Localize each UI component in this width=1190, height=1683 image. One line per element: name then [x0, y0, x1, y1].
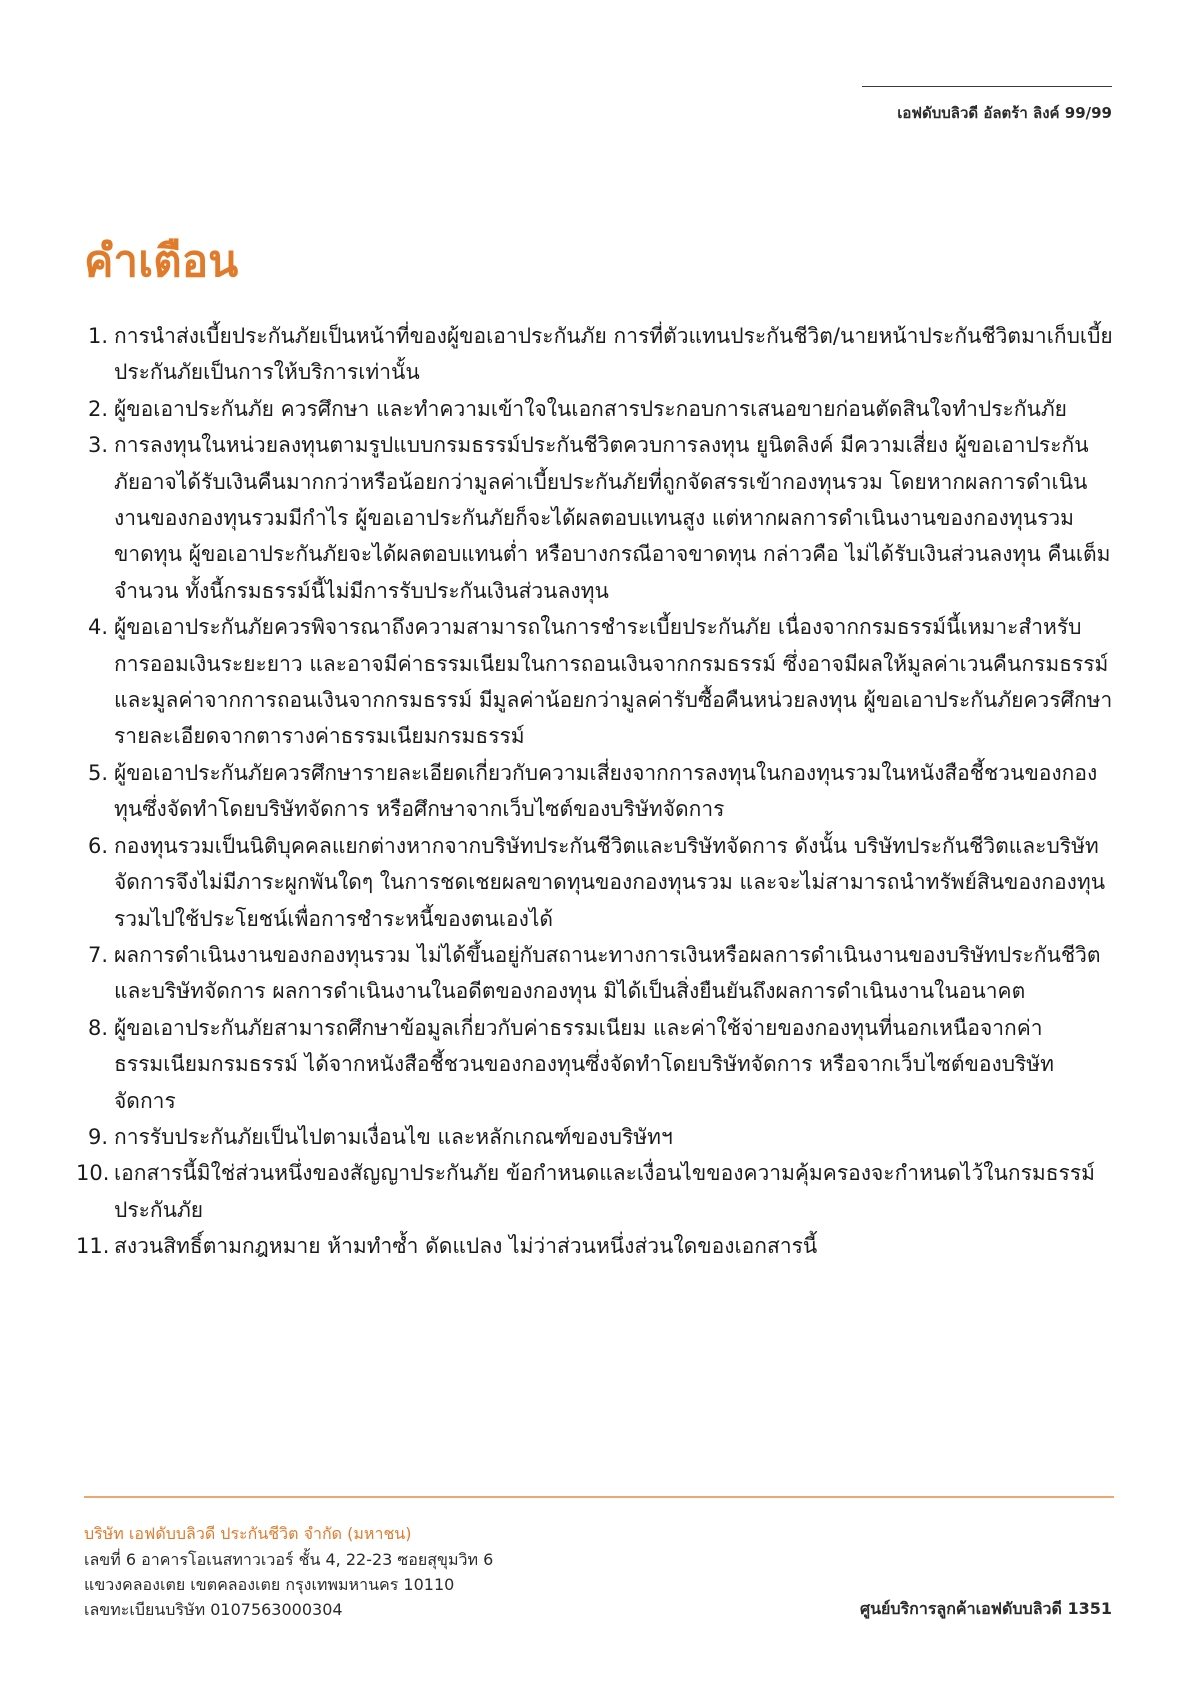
warning-item [84, 937, 1114, 1010]
warning-number: 10. [76, 1161, 110, 1186]
warning-number: 2. [87, 396, 108, 421]
warning-number: 5. [87, 760, 108, 785]
warning-text: สงวนสิทธิ์ตามกฎหมาย ห้ามทำซ้ำ ดัดแปลง ไม่ว่าส่วนหนึ่งส่วนใดของเอกสารนี้ [114, 1234, 818, 1259]
address-line: แขวงคลองเตย เขตคลองเตย กรุงเทพมหานคร 10110 [84, 1575, 455, 1594]
warning-text: การลงทุนในหน่วยลงทุนตามรูปแบบกรมธรรม์ประกันชีวิตควบการลงทุน ยูนิตลิงค์ มีความเสี่ยง ผู้ขอเอาประกันภัยอาจได้รับเงินคืนมากกว่าหรือน้อยกว่ามูลค่าเบี้ยประกันภัยที่ถูกจัดสรรเข้ากองทุนรวม โดยหากผลการดำเนินงานของกองทุนรวมมีกำไร ผู้ขอเอาประกันภัยก็จะได้ผลตอบแทนสูง แต่หากผลการดำเนินงานของกองทุนรวมขาดทุน ผู้ขอเอาประกันภัยจะได้ผลตอบแทนต่ำ หรือบางกรณีอาจขาดทุน กล่าวคือ ไม่ได้รับเงินส่วนลงทุน คืนเต็มจำนวน ทั้งนี้กรมธรรม์นี้ไม่มีการรับประกันเงินส่วนลงทุน [114, 433, 1111, 603]
registration-number: เลขทะเบียนบริษัท 0107563000304 [84, 1600, 343, 1619]
header-divider [862, 86, 1112, 87]
warning-item [76, 1155, 1114, 1228]
warning-number: 4. [87, 615, 108, 640]
warning-text: กองทุนรวมเป็นนิติบุคคลแยกต่างหากจากบริษัทประกันชีวิตและบริษัทจัดการ ดังนั้น บริษัทประกันชีวิตและบริษัทจัดการจึงไม่มีภาระผูกพันใดๆ ในการชดเชยผลขาดทุนของกองทุนรวม และจะไม่สามารถนำทรัพย์สินของกองทุนรวมไปใช้ประโยชน์เพื่อการชำระหนี้ของตนเองได้ [114, 833, 1106, 931]
warning-text: การนำส่งเบี้ยประกันภัยเป็นหน้าที่ของผู้ขอเอาประกันภัย การที่ตัวแทนประกันชีวิต/นายหน้าประกันชีวิตมาเก็บเบี้ยประกันภัยเป็นการให้บริการเท่านั้น [114, 324, 1113, 385]
warning-number: 1. [87, 324, 108, 348]
warning-item [84, 1119, 1114, 1155]
company-address [84, 1547, 493, 1622]
warning-item [84, 755, 1114, 828]
warning-number: 9. [87, 1124, 108, 1149]
warning-number: 8. [87, 1015, 108, 1040]
warning-list [76, 318, 1114, 1265]
warning-number: 6. [87, 833, 108, 858]
warning-text: ผลการดำเนินงานของกองทุนรวม ไม่ได้ขึ้นอยู่กับสถานะทางการเงินหรือผลการดำเนินงานของบริษัทประกันชีวิตและบริษัทจัดการ ผลการดำเนินงานในอดีตของกองทุน มิได้เป็นสิ่งยืนยันถึงผลการดำเนินงานในอนาคต [114, 942, 1101, 1004]
warning-item [84, 391, 1114, 427]
warning-number: 3. [87, 433, 108, 458]
product-name: เอฟดับบลิวดี อัลตร้า ลิงค์ 99/99 [897, 104, 1112, 122]
warning-text: เอกสารนี้มิใช่ส่วนหนึ่งของสัญญาประกันภัย ข้อกำหนดและเงื่อนไขของความคุ้มครองจะกำหนดไว้ในกรมธรรม์ประกันภัย [114, 1161, 1095, 1222]
warning-number: 7. [87, 942, 108, 967]
warning-item [84, 1010, 1114, 1119]
company-name: บริษัท เอฟดับบลิวดี ประกันชีวิต จำกัด (มหาชน) [84, 1524, 412, 1543]
warning-text: ผู้ขอเอาประกันภัยควรพิจารณาถึงความสามารถในการชำระเบี้ยประกันภัย เนื่องจากกรมธรรม์นี้เหมาะสำหรับการออมเงินระยะยาว และอาจมีค่าธรรมเนียมในการถอนเงินจากกรมธรรม์ ซึ่งอาจมีผลให้มูลค่าเวนคืนกรมธรรม์ และมูลค่าจากการถอนเงินจากกรมธรรม์ มีมูลค่าน้อยกว่ามูลค่ารับซื้อคืนหน่วยลงทุน ผู้ขอเอาประกันภัยควรศึกษารายละเอียดจากตารางค่าธรรมเนียมกรมธรรม์ [114, 615, 1113, 749]
warning-item [84, 828, 1114, 937]
warning-item [84, 318, 1114, 391]
warning-text: ผู้ขอเอาประกันภัยสามารถศึกษาข้อมูลเกี่ยวกับค่าธรรมเนียม และค่าใช้จ่ายของกองทุนที่นอกเหนือจากค่าธรรมเนียมกรมธรรม์ ได้จากหนังสือชี้ชวนของกองทุนซึ่งจัดทำโดยบริษัทจัดการ หรือจากเว็บไซต์ของบริษัทจัดการ [114, 1015, 1054, 1113]
footer-divider [84, 1496, 1114, 1498]
call-center: ศูนย์บริการลูกค้าเอฟดับบลิวดี 1351 [859, 1599, 1112, 1618]
page-title: คำเตือน [84, 236, 239, 287]
warning-item [84, 609, 1114, 755]
warning-item [84, 427, 1114, 609]
address-line: เลขที่ 6 อาคารโอเนสทาวเวอร์ ชั้น 4, 22-23 ซอยสุขุมวิท 6 [84, 1550, 494, 1569]
warning-item [76, 1228, 1114, 1264]
warning-text: การรับประกันภัยเป็นไปตามเงื่อนไข และหลักเกณฑ์ของบริษัทฯ [114, 1124, 673, 1149]
warning-text: ผู้ขอเอาประกันภัยควรศึกษารายละเอียดเกี่ยวกับความเสี่ยงจากการลงทุนในกองทุนรวมในหนังสือชี้ชวนของกองทุนซึ่งจัดทำโดยบริษัทจัดการ หรือศึกษาจากเว็บไซต์ของบริษัทจัดการ [114, 760, 1098, 822]
warning-number: 11. [76, 1234, 110, 1259]
warning-text: ผู้ขอเอาประกันภัย ควรศึกษา และทำความเข้าใจในเอกสารประกอบการเสนอขายก่อนตัดสินใจทำประกันภัย [114, 396, 1067, 421]
